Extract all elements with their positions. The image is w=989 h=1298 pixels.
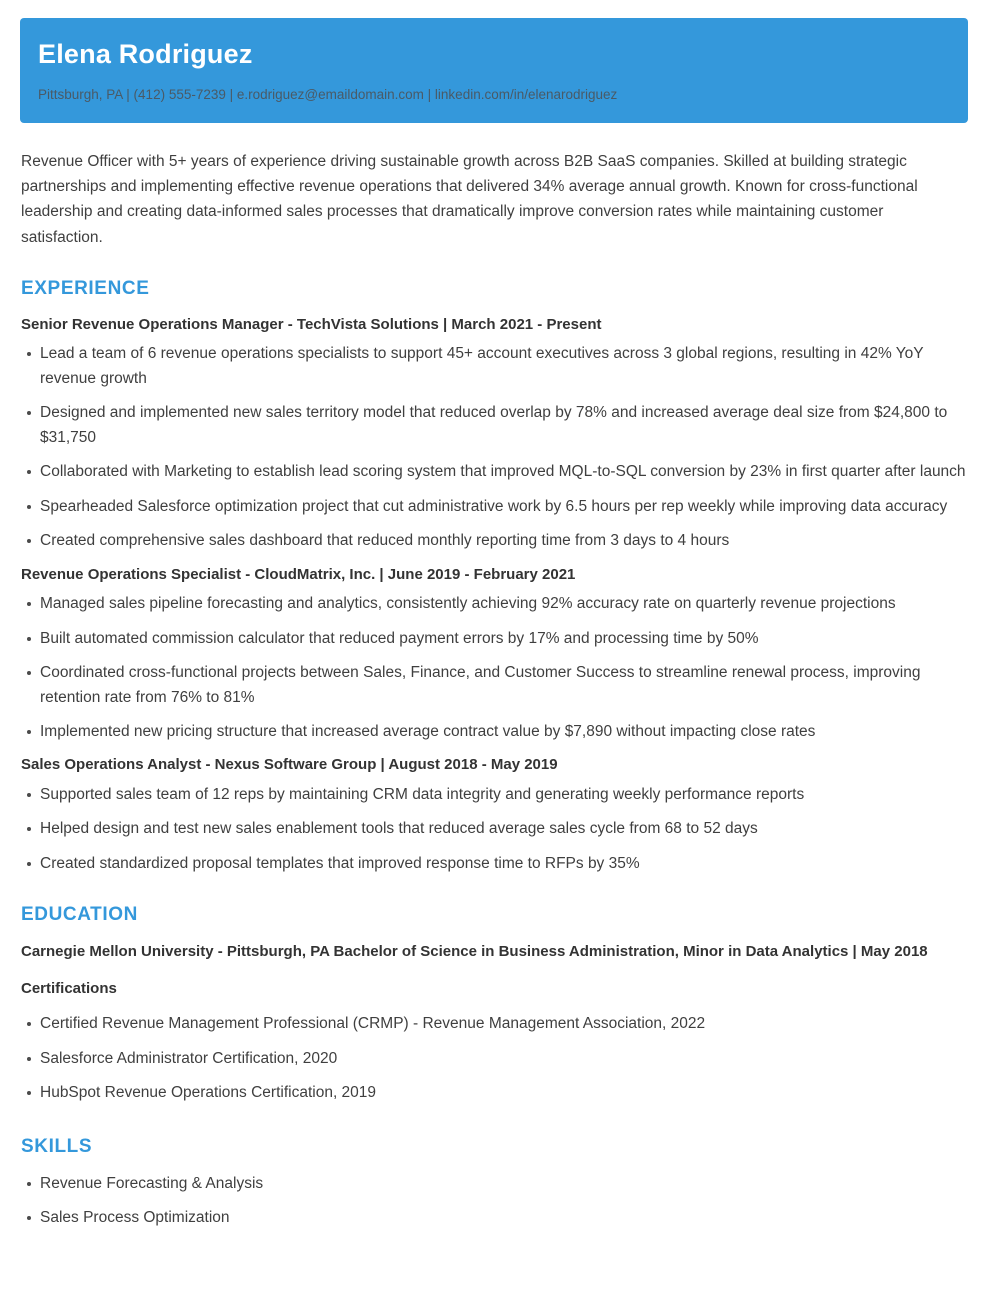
experience-entry-heading: Senior Revenue Operations Manager - TechVista Solutions | March 2021 - Present xyxy=(21,315,602,333)
resume-page xyxy=(0,18,989,1231)
list-item: Designed and implemented new sales territory model that reduced overlap by 78% and increased average deal size from $24,800 to $31,750 xyxy=(21,401,969,450)
list-item: Supported sales team of 12 reps by maintaining CRM data integrity and generating weekly performance reports xyxy=(21,783,969,807)
list-item: Implemented new pricing structure that increased average contract value by $7,890 without impacting close rates xyxy=(21,720,969,744)
experience-entry-heading: Sales Operations Analyst - Nexus Software Group | August 2018 - May 2019 xyxy=(21,756,558,774)
section-title-education: EDUCATION xyxy=(21,904,138,926)
list-item: Built automated commission calculator that reduced payment errors by 17% and processing time by 50% xyxy=(21,627,969,651)
list-item: Sales Process Optimization xyxy=(21,1206,969,1230)
section-education xyxy=(21,904,969,1105)
section-title-experience: EXPERIENCE xyxy=(21,277,150,299)
experience-entry xyxy=(21,754,969,876)
list-item: Revenue Forecasting & Analysis xyxy=(21,1172,969,1196)
experience-bullet-list xyxy=(21,592,969,744)
experience-entry xyxy=(21,314,969,554)
list-item: Created standardized proposal templates that improved response time to RFPs by 35% xyxy=(21,852,969,876)
section-skills xyxy=(21,1136,969,1231)
experience-entry-heading: Revenue Operations Specialist - CloudMatrix, Inc. | June 2019 - February 2021 xyxy=(21,565,576,583)
list-item: HubSpot Revenue Operations Certification, 2019 xyxy=(21,1081,969,1105)
education-entry: Carnegie Mellon University - Pittsburgh, PA Bachelor of Science in Business Administration, Minor in Data Analytics | May 2018 xyxy=(21,943,928,961)
list-item: Created comprehensive sales dashboard that reduced monthly reporting time from 3 days to 4 hours xyxy=(21,529,969,553)
experience-bullet-list xyxy=(21,342,969,553)
list-item: Collaborated with Marketing to establish lead scoring system that improved MQL-to-SQL conversion by 23% in first quarter after launch xyxy=(21,460,969,484)
list-item: Managed sales pipeline forecasting and analytics, consistently achieving 92% accuracy rate on quarterly revenue projections xyxy=(21,592,969,616)
professional-summary: Revenue Officer with 5+ years of experience driving sustainable growth across B2B SaaS companies. Skilled at building strategic partnerships and implementing effective revenue operations that delivered 34% average annual growth. Known for cross-functional leadership and creating data-informed sales processes that dramatically improve conversion rates while maintaining customer satisfaction. xyxy=(21,153,918,246)
list-item: Certified Revenue Management Professional (CRMP) - Revenue Management Association, 2022 xyxy=(21,1012,969,1036)
page-title: Elena Rodriguez xyxy=(38,39,253,69)
experience-entry xyxy=(21,564,969,745)
contact-info-line: Pittsburgh, PA | (412) 555-7239 | e.rodriguez@emaildomain.com | linkedin.com/in/elenarodriguez xyxy=(38,86,618,102)
skills-list xyxy=(21,1172,969,1231)
experience-bullet-list xyxy=(21,783,969,876)
list-item: Coordinated cross-functional projects between Sales, Finance, and Customer Success to streamline renewal process, improving retention rate from 76% to 81% xyxy=(21,661,969,710)
list-item: Helped design and test new sales enablement tools that reduced average sales cycle from 68 to 52 days xyxy=(21,817,969,841)
section-experience xyxy=(21,278,969,877)
certifications-list xyxy=(21,1012,969,1105)
resume-header-banner xyxy=(20,18,968,123)
resume-body xyxy=(0,149,989,1230)
list-item: Spearheaded Salesforce optimization project that cut administrative work by 6.5 hours per rep weekly while improving data accuracy xyxy=(21,495,969,519)
list-item: Lead a team of 6 revenue operations specialists to support 45+ account executives across 3 global regions, resulting in 42% YoY revenue growth xyxy=(21,342,969,391)
section-title-skills: SKILLS xyxy=(21,1135,93,1157)
list-item: Salesforce Administrator Certification, 2020 xyxy=(21,1047,969,1071)
certifications-label: Certifications xyxy=(21,979,117,997)
